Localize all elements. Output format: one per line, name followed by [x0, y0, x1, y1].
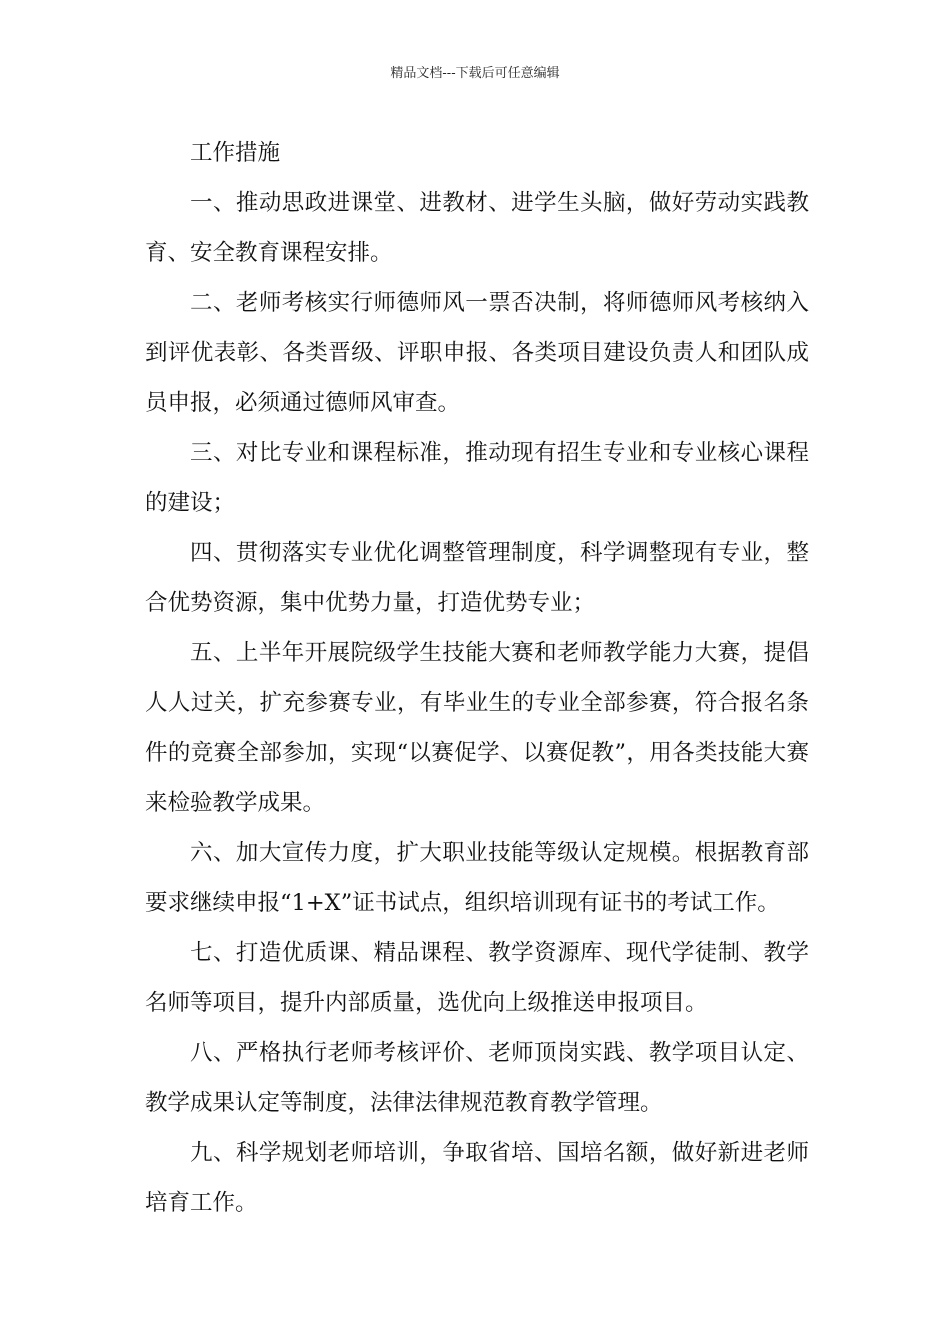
paragraph-2: 二、老师考核实行师德师风一票否决制，将师德师风考核纳入到评优表彰、各类晋级、评职申报、各类项目建设负责人和团队成员申报，必须通过德师风审查。	[145, 290, 809, 416]
paragraph-4: 四、贯彻落实专业优化调整管理制度，科学调整现有专业，整合优势资源，集中优势力量，打造优势专业；	[145, 540, 809, 616]
paragraph-9: 九、科学规划老师培训，争取省培、国培名额，做好新进老师培育工作。	[145, 1140, 809, 1216]
paragraph-6: 六、加大宣传力度，扩大职业技能等级认定规模。根据教育部要求继续申报“1+X”证书试点，组织培训现有证书的考试工作。	[145, 840, 809, 916]
paragraph-5: 五、上半年开展院级学生技能大赛和老师教学能力大赛，提倡人人过关，扩充参赛专业，有毕业生的专业全部参赛，符合报名条件的竞赛全部参加，实现“以赛促学、以赛促教”，用各类技能大赛来检验教学成果。	[145, 640, 809, 816]
section-title: 工作措施	[190, 140, 281, 166]
paragraph-7: 七、打造优质课、精品课程、教学资源库、现代学徒制、教学名师等项目，提升内部质量，选优向上级推送申报项目。	[145, 940, 809, 1016]
paragraph-1: 一、推动思政进课堂、进教材、进学生头脑，做好劳动实践教育、安全教育课程安排。	[145, 190, 809, 266]
page-header: 精品文档---下载后可任意编辑	[390, 66, 560, 81]
paragraph-3: 三、对比专业和课程标准，推动现有招生专业和专业核心课程的建设；	[145, 440, 809, 516]
document-body	[145, 128, 809, 1228]
paragraph-8: 八、严格执行老师考核评价、老师顶岗实践、教学项目认定、教学成果认定等制度，法律法律规范教育教学管理。	[145, 1040, 809, 1116]
